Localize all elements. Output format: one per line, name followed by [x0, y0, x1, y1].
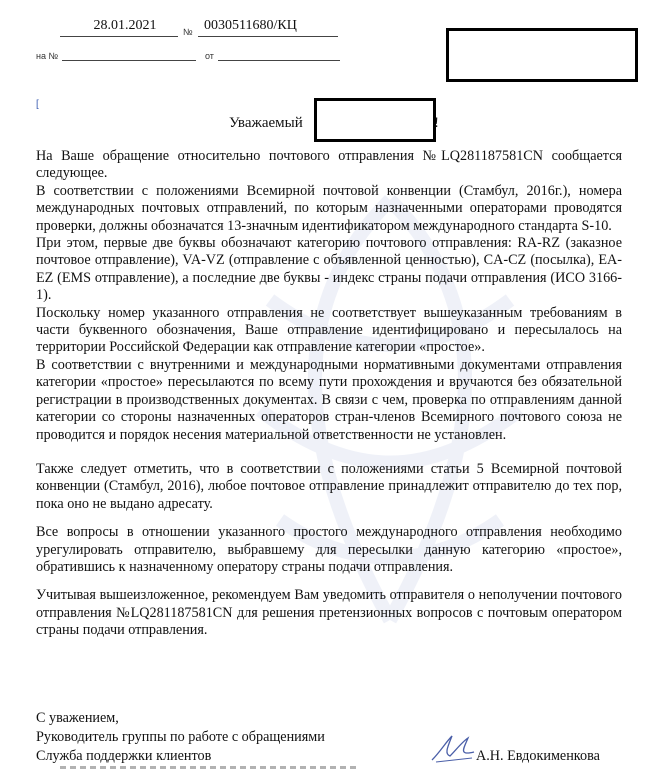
letter-body — [36, 148, 622, 640]
number-underline — [198, 36, 338, 37]
from-label: от — [205, 51, 214, 61]
reference-label: на № — [36, 51, 59, 61]
document-number: 0030511680/КЦ — [204, 18, 297, 33]
paragraph: Учитывая вышеизложенное, рекомендуем Вам уведомить отправителя о неполучении почтового отправления №LQ281187581CN для решения претензионных вопросов с почтовым оператором страны подачи отправления. — [36, 587, 622, 639]
signatory-position: Руководитель группы по работе с обращениями — [36, 729, 325, 745]
document-date: 28.01.2021 — [93, 18, 157, 33]
paragraph: В соответствии с внутренними и международными нормативными документами отправления категории «простое» пересылаются по всему пути прохождения и вручаются без обязательной регистрации в производственных документах. В связи с чем, проверка по отправлениям данной категории со стороны назначенных операторов стран-членов Всемирного почтового союза не проводится и порядок несения материальной ответственности не установлен. — [36, 356, 622, 443]
paragraph: При этом, первые две буквы обозначают категорию почтового отправления: RA-RZ (заказное почтовое отправление), VA-VZ (отправление с объявленной ценностью), CA-CZ (посылка), EA-EZ (EMS отправление), а последние две буквы - индекс страны подачи отправления (ИСО 3166-1). — [36, 235, 622, 304]
signatory-department: Служба поддержки клиентов — [36, 748, 212, 764]
number-symbol: № — [183, 27, 193, 37]
date-underline — [60, 36, 178, 37]
from-underline — [218, 60, 340, 61]
bracket-mark: [ — [36, 99, 39, 110]
redacted-recipient-box — [446, 28, 638, 82]
paragraph: Все вопросы в отношении указанного простого международного отправления необходимо урегулировать отправителю, выбравшему для пересылки данную категорию «простое», обратившись к назначенному оператору страны подачи отправления. — [36, 524, 622, 575]
signatory-name: А.Н. Евдокименкова — [476, 748, 600, 764]
greeting-salutation: Уважаемый — [229, 115, 303, 131]
paragraph: Также следует отметить, что в соответствии с положениями статьи 5 Всемирной почтовой конвенции (Стамбул, 2016), любое почтовое отправление принадлежит отправителю до тех пор, пока оно не выдано адресату. — [36, 460, 622, 512]
closing-regards: С уважением, — [36, 710, 119, 726]
redacted-name-box — [314, 98, 436, 142]
signature-icon — [428, 732, 478, 766]
paragraph: Поскольку номер указанного отправления не соответствует вышеуказанным требованиям в части буквенного обозначения, Ваше отправление идентифицировано и пересылалось на территории Российской Федерации как отправление категории «простое». — [36, 304, 622, 356]
paragraph: В соответствии с положениями Всемирной почтовой конвенции (Стамбул, 2016г.), номера международных почтовых отправлений, по которым назначенными операторами проводятся проверки, должны обозначатся 13-значным идентификатором международного стандарта S-10. — [36, 182, 622, 234]
reference-underline — [62, 60, 196, 61]
greeting-exclamation: ! — [434, 115, 439, 131]
paragraph: На Ваше обращение относительно почтового отправления №LQ281187581CN сообщается следующее. — [36, 148, 622, 182]
